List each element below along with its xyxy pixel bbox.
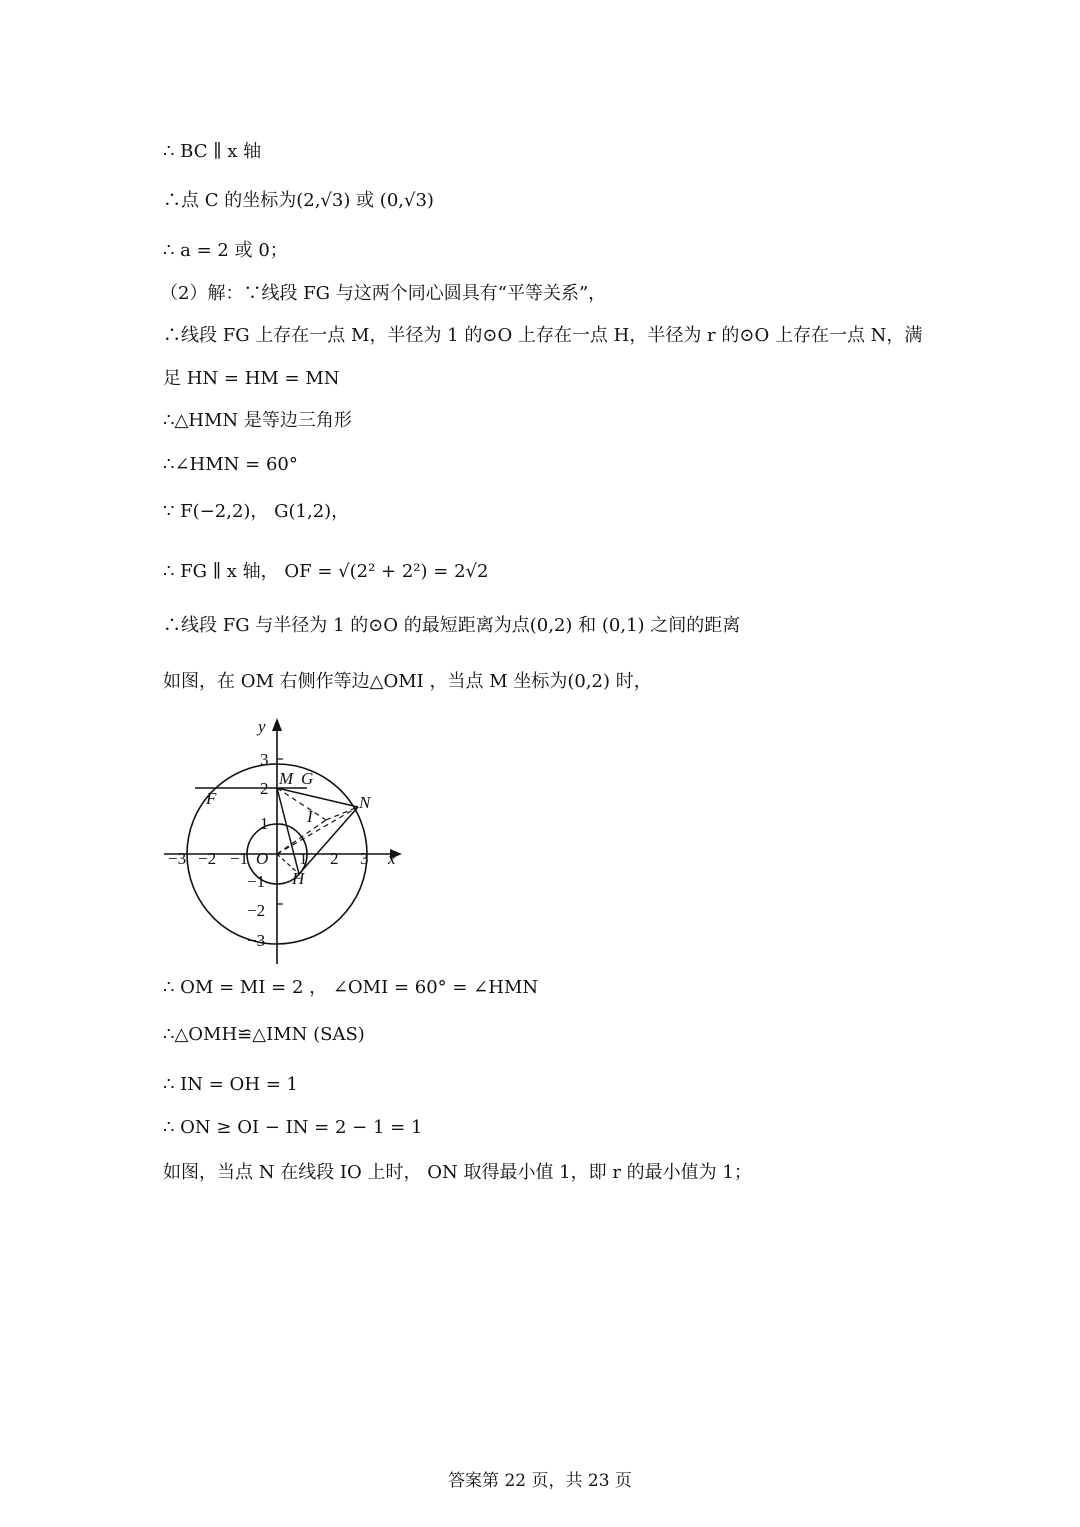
y-tick-label: 3 — [260, 750, 269, 769]
text-line-5: ∴线段 FG 上存在一点 M，半径为 1 的⊙O 上存在一点 H，半径为 r 的⊙O 上存在一点 N，满 — [163, 325, 923, 346]
x-tick-label: 2 — [330, 849, 339, 868]
text-line-9: ∵ F(−2,2)， G(1,2)， — [163, 501, 350, 522]
page-footer: 答案第 22 页，共 23 页 — [448, 1471, 632, 1491]
point-g-label: G — [301, 769, 314, 788]
text-line-11: ∴线段 FG 与半径为 1 的⊙O 的最短距离为点(0,2) 和 (0,1) 之间的距离 — [163, 615, 741, 636]
text-line-7: ∴△HMN 是等边三角形 — [163, 410, 352, 431]
text-line-6: 足 HN = HM = MN — [163, 368, 340, 389]
y-tick-label: 2 — [260, 779, 269, 798]
y-axis-arrow — [272, 718, 282, 731]
text-line-17: 如图，当点 N 在线段 IO 上时， ON 取得最小值 1，即 r 的最小值为 1； — [163, 1162, 752, 1183]
point-i-label: I — [307, 807, 313, 826]
y-tick-label: −2 — [247, 901, 266, 920]
x-tick-one-label: 1 — [299, 849, 308, 868]
text-line-3: ∴ a = 2 或 0； — [163, 240, 288, 261]
text-line-13: ∴ OM = MI = 2 ， ∠OMI = 60° = ∠HMN — [163, 977, 539, 998]
text-line-16: ∴ ON ≥ OI − IN = 2 − 1 = 1 — [163, 1117, 423, 1138]
point-f-label: F — [206, 789, 217, 808]
point-h-label: H — [292, 869, 305, 888]
point-m-label: M — [279, 769, 294, 788]
y-tick-label: −3 — [247, 931, 266, 950]
text-line-4: （2）解：∵线段 FG 与这两个同心圆具有“平等关系”， — [160, 283, 607, 304]
x-tick-label: −3 — [168, 849, 187, 868]
x-tick-label: −1 — [230, 849, 249, 868]
point-o-label: O — [256, 849, 269, 868]
y-tick-label: 1 — [260, 814, 269, 833]
text-line-14: ∴△OMH≌△IMN (SAS) — [163, 1024, 365, 1045]
x-tick-label: −2 — [198, 849, 217, 868]
x-tick-label: 3 — [360, 849, 369, 868]
point-n-label: N — [359, 793, 371, 812]
coordinate-diagram — [160, 714, 410, 968]
y-axis-label: y — [258, 717, 266, 736]
text-line-1: ∴ BC ∥ x 轴 — [163, 141, 262, 162]
geometry-figure — [160, 714, 410, 968]
y-tick-label: −1 — [247, 872, 266, 891]
x-axis-label: x — [388, 849, 396, 868]
text-line-2: ∴点 C 的坐标为(2,√3) 或 (0,√3) — [163, 190, 434, 211]
text-line-15: ∴ IN = OH = 1 — [163, 1074, 298, 1095]
text-line-10: ∴ FG ∥ x 轴， OF = √(2² + 2²) = 2√2 — [163, 561, 489, 582]
text-line-8: ∴∠HMN = 60° — [163, 454, 298, 475]
text-line-12: 如图，在 OM 右侧作等边△OMI ，当点 M 坐标为(0,2) 时， — [163, 671, 652, 692]
segment-mn — [277, 788, 358, 807]
